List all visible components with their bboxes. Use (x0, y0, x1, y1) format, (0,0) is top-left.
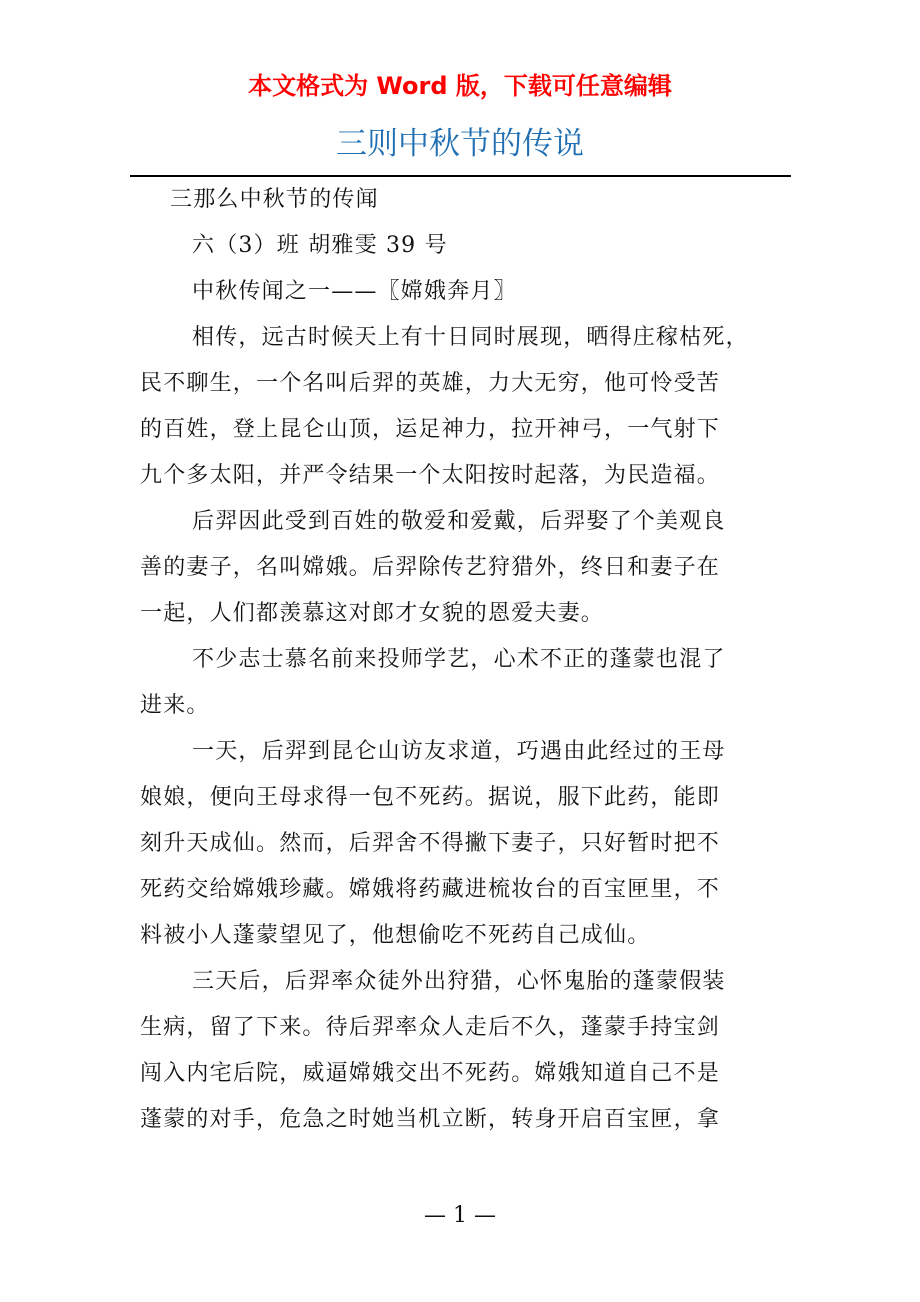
paragraph-line: 娘娘，便向王母求得一包不死药。据说，服下此药，能即 (140, 785, 721, 810)
body-heading: 三那么中秋节的传闻 (170, 187, 379, 212)
byline: 六（3）班 胡雅雯 39 号 (192, 233, 448, 258)
paragraph-line: 九个多太阳，并严令结果一个太阳按时起落，为民造福。 (140, 463, 721, 488)
format-notice: 本文格式为 Word 版，下载可任意编辑 (248, 72, 672, 100)
paragraph-line: 三天后，后羿率众徒外出狩猎，心怀鬼胎的蓬蒙假装 (192, 969, 726, 994)
document-title: 三则中秋节的传说 (336, 126, 584, 162)
paragraph-line: 蓬蒙的对手，危急之时她当机立断，转身开启百宝匣，拿 (140, 1107, 721, 1132)
paragraph-line: 相传，远古时候天上有十日同时展现，晒得庄稼枯死， (192, 325, 749, 350)
paragraph-line: 刻升天成仙。然而，后羿舍不得撇下妻子，只好暂时把不 (140, 831, 721, 856)
paragraph-line: 不少志士慕名前来投师学艺，心术不正的蓬蒙也混了 (192, 647, 726, 672)
paragraph-line: 死药交给嫦娥珍藏。嫦娥将药藏进梳妆台的百宝匣里，不 (140, 877, 721, 902)
paragraph-line: 一天，后羿到昆仑山访友求道，巧遇由此经过的王母 (192, 739, 726, 764)
section-title: 中秋传闻之一——〖嫦娥奔月〗 (192, 279, 517, 304)
paragraph-line: 后羿因此受到百姓的敬爱和爱戴，后羿娶了个美观良 (192, 509, 726, 534)
page-number: — 1 — (424, 1203, 496, 1228)
paragraph-line: 闯入内宅后院，威逼嫦娥交出不死药。嫦娥知道自己不是 (140, 1061, 721, 1086)
paragraph-line: 的百姓，登上昆仑山顶，运足神力，拉开神弓，一气射下 (140, 417, 721, 442)
paragraph-line: 民不聊生，一个名叫后羿的英雄，力大无穷，他可怜受苦 (140, 371, 721, 396)
paragraph-line: 生病，留了下来。待后羿率众人走后不久，蓬蒙手持宝剑 (140, 1015, 721, 1040)
paragraph-line: 一起，人们都羡慕这对郎才女貌的恩爱夫妻。 (140, 601, 605, 626)
paragraph-line: 善的妻子，名叫嫦娥。后羿除传艺狩猎外，终日和妻子在 (140, 555, 721, 580)
document-body (140, 177, 765, 1143)
paragraph-line: 进来。 (140, 693, 210, 718)
paragraph-line: 料被小人蓬蒙望见了，他想偷吃不死药自己成仙。 (140, 923, 651, 948)
